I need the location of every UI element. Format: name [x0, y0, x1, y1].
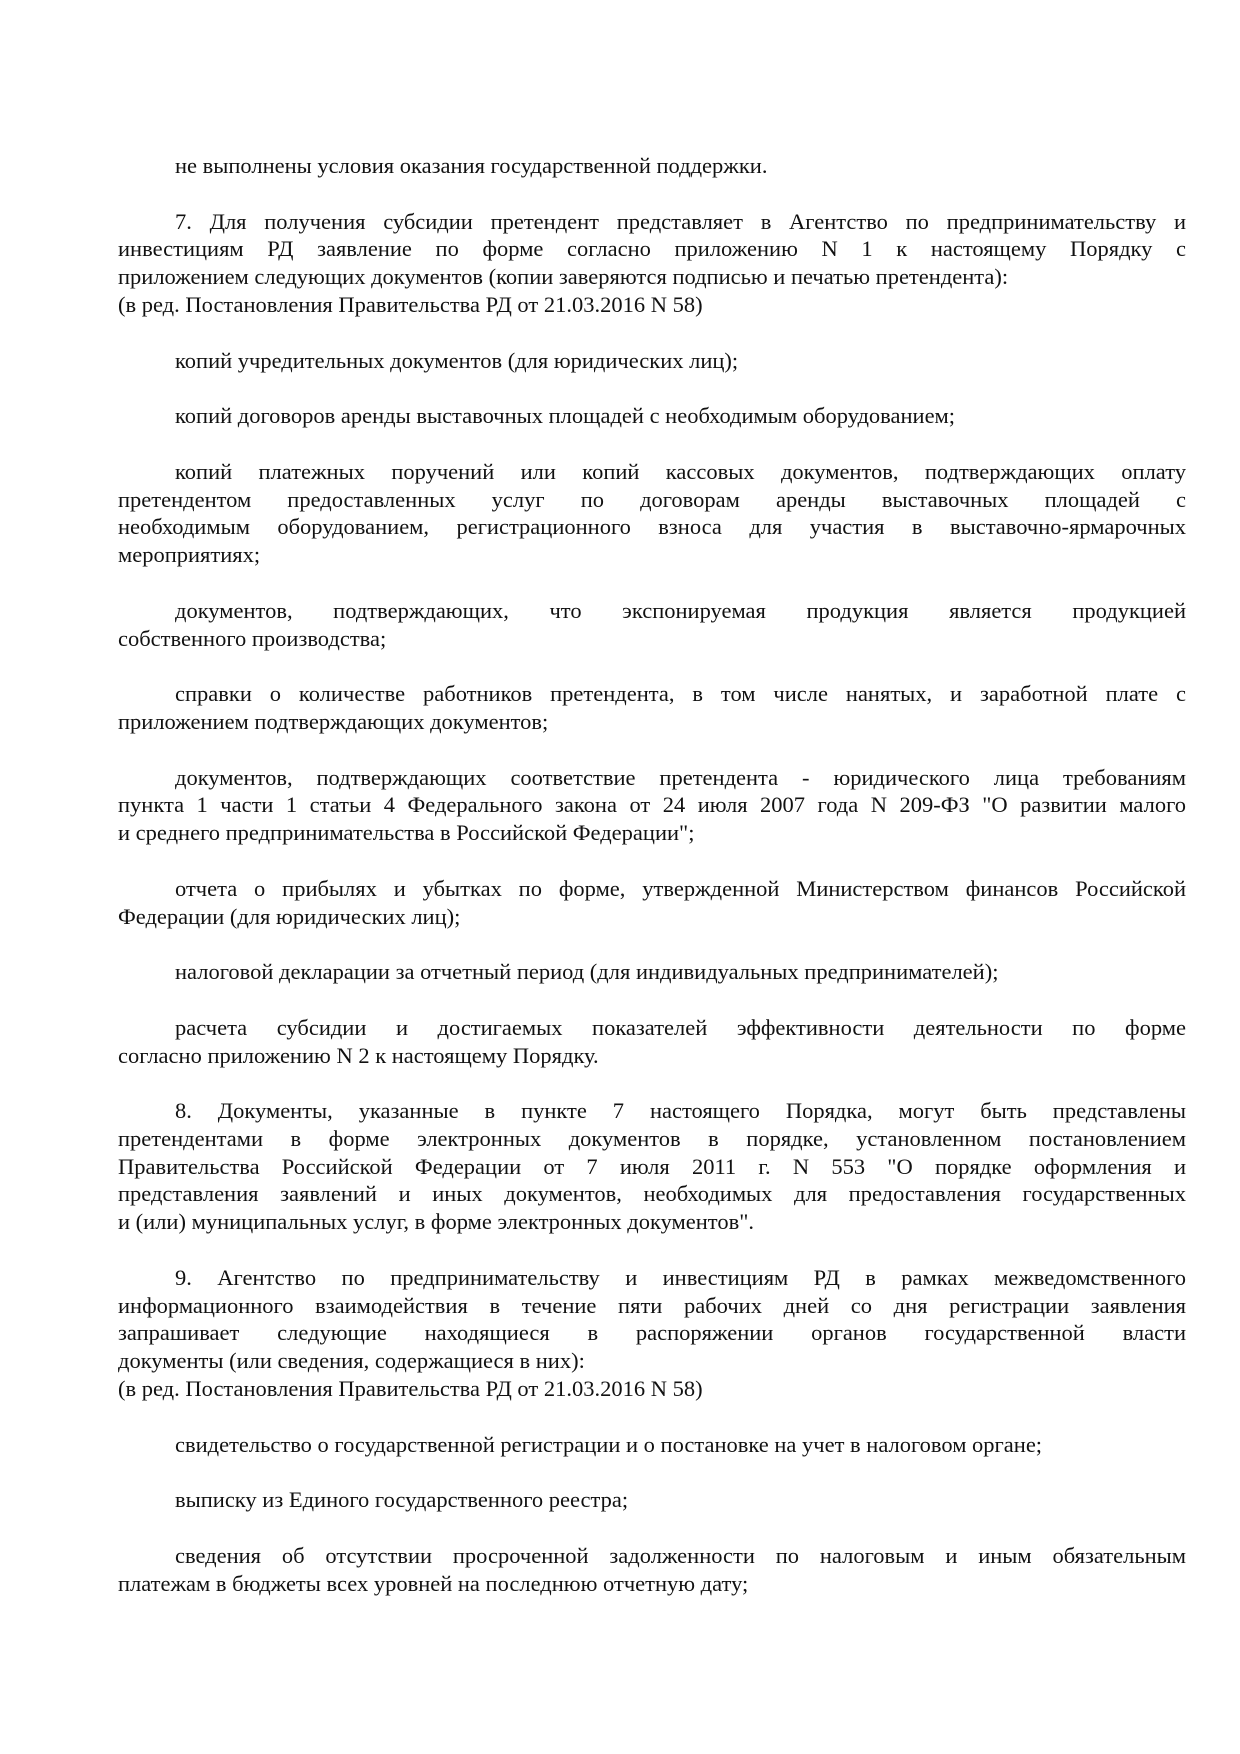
paragraph-line: копий учредительных документов (для юридических лиц); [175, 347, 739, 373]
paragraph [118, 1431, 1186, 1459]
paragraph-line: свидетельство о государственной регистрации и о постановке на учет в налоговом органе; [175, 1431, 1043, 1457]
paragraph-line: мероприятиях; [118, 542, 261, 568]
paragraph-line: налоговой декларации за отчетный период (для индивидуальных предпринимателей); [175, 959, 999, 985]
paragraph-line: справки о количестве работников претендента, в том числе нанятых, и заработной плате с [175, 681, 1186, 707]
paragraph-line: выписку из Единого государственного реестра; [175, 1487, 629, 1513]
paragraph [118, 680, 1186, 736]
paragraph-line: собственного производства; [118, 625, 387, 651]
paragraph-line: документов, подтверждающих соответствие претендента - юридического лица требованиям [175, 764, 1186, 790]
paragraph [118, 208, 1186, 319]
paragraph-line: информационного взаимодействия в течение пяти рабочих дней со дня регистрации заявления [118, 1292, 1186, 1318]
paragraph-line: и (или) муниципальных услуг, в форме электронных документов". [118, 1209, 755, 1235]
paragraph [118, 1264, 1186, 1403]
paragraph-line: документы (или сведения, содержащиеся в них): [118, 1348, 585, 1374]
paragraph-line: копий договоров аренды выставочных площадей с необходимым оборудованием; [175, 403, 956, 429]
amendment-note: (в ред. Постановления Правительства РД от 21.03.2016 N 58) [118, 1376, 703, 1402]
paragraph [118, 458, 1186, 569]
paragraph-line: пункта 1 части 1 статьи 4 Федерального закона от 24 июля 2007 года N 209-ФЗ "О развитии малого [118, 792, 1186, 818]
paragraph-line: не выполнены условия оказания государственной поддержки. [175, 153, 768, 178]
paragraph-line: Федерации (для юридических лиц); [118, 903, 461, 929]
paragraph [118, 1014, 1186, 1070]
paragraph-line: документов, подтверждающих, что экспонируемая продукция является продукцией [175, 597, 1186, 623]
paragraph [118, 1542, 1186, 1598]
paragraph [118, 875, 1186, 931]
paragraph [118, 764, 1186, 847]
paragraph-line: претендентами в форме электронных документов в порядке, установленном постановлением [118, 1125, 1186, 1151]
paragraph [118, 1486, 1186, 1514]
paragraph-line: приложением следующих документов (копии заверяются подписью и печатью претендента): [118, 264, 1009, 290]
paragraph-line: 8. Документы, указанные в пункте 7 настоящего Порядка, могут быть представлены [175, 1098, 1186, 1124]
paragraph-line: расчета субсидии и достигаемых показателей эффективности деятельности по форме [175, 1014, 1186, 1040]
paragraph [118, 152, 1186, 180]
paragraph [118, 347, 1186, 375]
paragraph-line: Правительства Российской Федерации от 7 июля 2011 г. N 553 "О порядке оформления и [118, 1153, 1186, 1179]
paragraph-line: 9. Агентство по предпринимательству и инвестициям РД в рамках межведомственного [175, 1264, 1186, 1290]
paragraph-line: представления заявлений и иных документов, необходимых для предоставления государственных [118, 1181, 1186, 1207]
paragraph [118, 958, 1186, 986]
paragraph [118, 1097, 1186, 1236]
paragraph-line: согласно приложению N 2 к настоящему Порядку. [118, 1042, 599, 1068]
paragraph-line: и среднего предпринимательства в Российской Федерации"; [118, 820, 695, 846]
paragraph-line: необходимым оборудованием, регистрационного взноса для участия в выставочно-ярмарочных [118, 514, 1186, 540]
paragraph-line: приложением подтверждающих документов; [118, 708, 549, 734]
paragraph-line: претендентом предоставленных услуг по договорам аренды выставочных площадей с [118, 486, 1186, 512]
paragraph [118, 597, 1186, 653]
paragraph-line: отчета о прибылях и убытках по форме, утвержденной Министерством финансов Российской [175, 875, 1186, 901]
paragraph-line: инвестициям РД заявление по форме согласно приложению N 1 к настоящему Порядку с [118, 236, 1186, 262]
paragraph-line: копий платежных поручений или копий кассовых документов, подтверждающих оплату [175, 458, 1186, 484]
paragraph-line: 7. Для получения субсидии претендент представляет в Агентство по предпринимательству и [175, 208, 1186, 234]
paragraph-line: сведения об отсутствии просроченной задолженности по налоговым и иным обязательным [175, 1542, 1186, 1568]
amendment-note: (в ред. Постановления Правительства РД от 21.03.2016 N 58) [118, 291, 703, 317]
paragraph-line: платежам в бюджеты всех уровней на последнюю отчетную дату; [118, 1570, 749, 1596]
paragraph-line: запрашивает следующие находящиеся в распоряжении органов государственной власти [118, 1320, 1186, 1346]
document-page [118, 152, 1186, 1625]
paragraph [118, 402, 1186, 430]
